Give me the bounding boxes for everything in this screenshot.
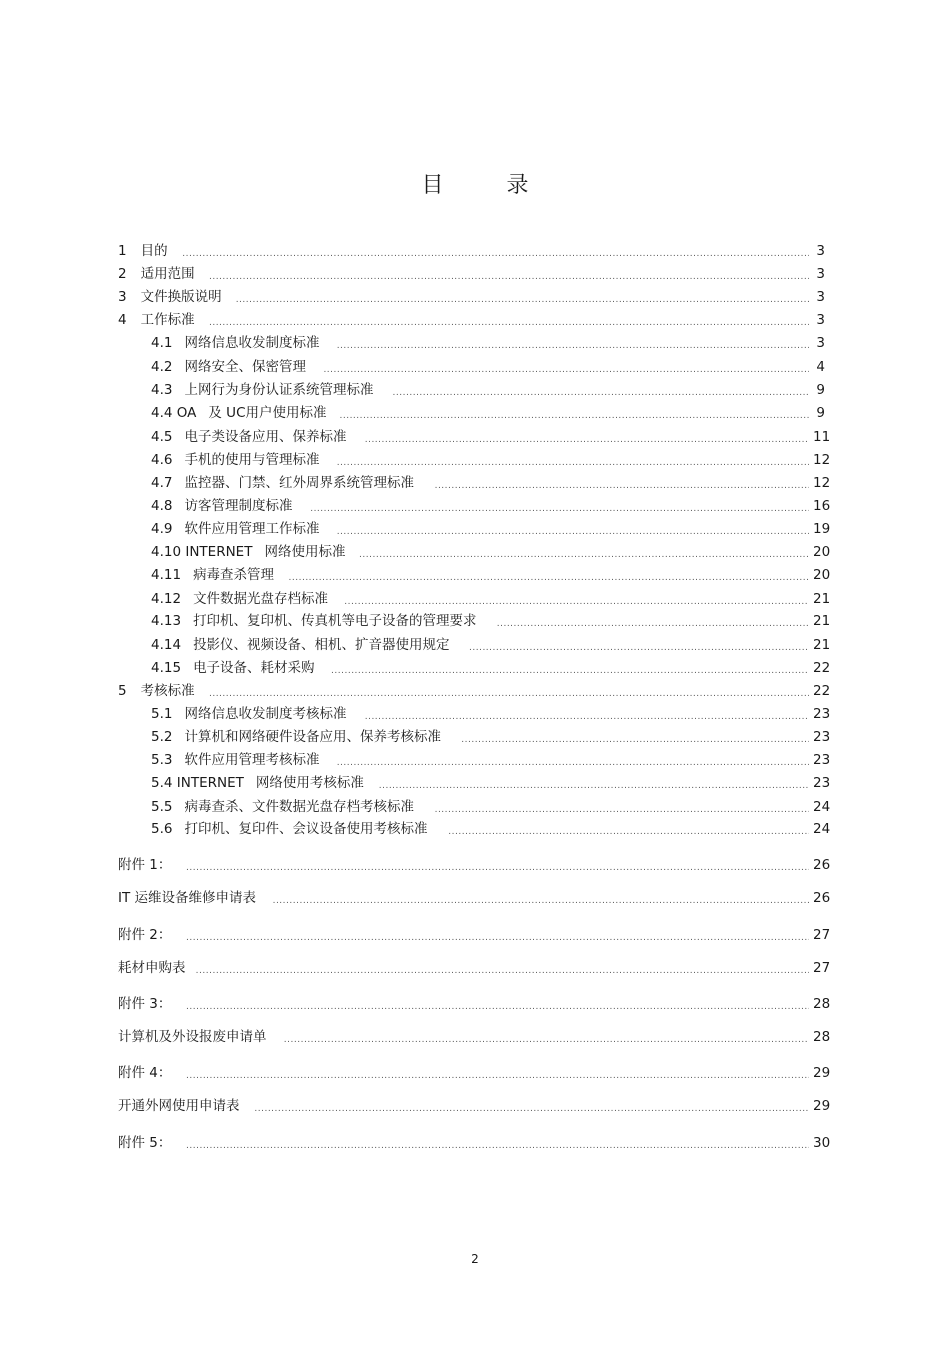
toc-entry-number: 4.5 — [151, 429, 173, 445]
toc-entry-label: 电子类设备应用、保养标准 — [184, 429, 347, 445]
toc-entry[interactable] — [151, 819, 831, 839]
toc-entry-page: 21 — [813, 591, 831, 607]
toc-entry[interactable] — [151, 658, 831, 678]
toc-entry-number: 3 — [118, 289, 127, 305]
toc-entry-number: 4.10 INTERNET — [151, 544, 253, 560]
toc-entry[interactable] — [151, 565, 831, 585]
toc-entry-page: 23 — [813, 775, 831, 791]
toc-entry-label: 病毒查杀、文件数据光盘存档考核标准 — [184, 799, 414, 815]
toc-entry[interactable] — [118, 264, 825, 284]
toc-dot-leader — [186, 1000, 809, 1014]
toc-entry-label: 考核标准 — [140, 683, 195, 699]
toc-dot-leader — [323, 363, 809, 377]
toc-entry-number: 4.8 — [151, 498, 173, 514]
toc-entry[interactable] — [151, 473, 831, 493]
toc-entry[interactable] — [118, 1027, 831, 1047]
page-number: 2 — [471, 1252, 479, 1266]
toc-entry-label: 投影仪、视频设备、相机、扩音器使用规定 — [193, 637, 450, 653]
toc-entry[interactable] — [151, 542, 831, 562]
toc-dot-leader — [448, 825, 809, 839]
toc-entry-page: 21 — [813, 613, 831, 629]
toc-entry-page: 3 — [816, 243, 825, 259]
toc-entry-number: 4.13 — [151, 613, 182, 629]
toc-entry-number: 4 — [118, 312, 127, 328]
toc-entry-page: 30 — [813, 1135, 831, 1151]
toc-entry-number: 4.1 — [151, 335, 173, 351]
toc-entry-label: 网络信息收发制度考核标准 — [184, 706, 347, 722]
toc-entry-label: 监控器、门禁、红外周界系统管理标准 — [184, 475, 414, 491]
toc-entry[interactable] — [151, 727, 831, 747]
toc-entry-label: 附件 5： — [118, 1135, 172, 1151]
toc-entry[interactable] — [118, 1133, 831, 1153]
toc-entry[interactable] — [118, 888, 831, 908]
toc-dot-leader — [393, 386, 809, 400]
toc-entry[interactable] — [151, 773, 831, 793]
toc-dot-leader — [289, 571, 809, 585]
toc-entry-page: 29 — [813, 1098, 831, 1114]
toc-entry-label: IT 运维设备维修申请表 — [118, 890, 257, 906]
toc-entry-number: 4.15 — [151, 660, 182, 676]
toc-entry-number: 5.6 — [151, 821, 173, 837]
toc-entry-number: 4.12 — [151, 591, 182, 607]
toc-dot-leader — [365, 710, 809, 724]
toc-entry[interactable] — [151, 704, 831, 724]
toc-entry-label: 文件换版说明 — [140, 289, 222, 305]
toc-entry-label: 访客管理制度标准 — [184, 498, 293, 514]
toc-entry-number: 4.6 — [151, 452, 173, 468]
toc-entry-label: 计算机及外设报废申请单 — [118, 1029, 267, 1045]
toc-entry-number: 5.4 INTERNET — [151, 775, 244, 791]
toc-entry-page: 3 — [816, 312, 825, 328]
toc-entry-label: 及 UC用户使用标准 — [208, 405, 327, 421]
toc-entry-page: 23 — [813, 752, 831, 768]
toc-entry-label: 附件 3： — [118, 996, 172, 1012]
toc-entry-page: 26 — [813, 890, 831, 906]
toc-entry-page: 20 — [813, 567, 831, 583]
toc-entry-label: 软件应用管理工作标准 — [184, 521, 320, 537]
toc-entry-label: 附件 1： — [118, 857, 172, 873]
toc-entry-page: 4 — [816, 359, 825, 375]
toc-dot-leader — [365, 433, 809, 447]
toc-dot-leader — [344, 595, 809, 609]
toc-entry-number: 4.4 OA — [151, 405, 197, 421]
toc-entry-number: 4.9 — [151, 521, 173, 537]
toc-entry-page: 29 — [813, 1065, 831, 1081]
toc-dot-leader — [339, 409, 809, 423]
toc-entry[interactable] — [151, 519, 831, 539]
toc-entry-number: 4.11 — [151, 567, 182, 583]
toc-entry-page: 22 — [813, 683, 831, 699]
toc-entry-number: 2 — [118, 266, 127, 282]
toc-dot-leader — [337, 339, 809, 353]
toc-entry-label: 打印机、复印机、传真机等电子设备的管理要求 — [193, 613, 477, 629]
toc-entry-page: 9 — [816, 382, 825, 398]
toc-entry-label: 开通外网使用申请表 — [118, 1098, 240, 1114]
toc-entry-page: 22 — [813, 660, 831, 676]
toc-entry-label: 目的 — [140, 243, 168, 259]
toc-dot-leader — [337, 756, 809, 770]
toc-entry-page: 12 — [813, 475, 831, 491]
toc-dot-leader — [435, 479, 809, 493]
toc-dot-leader — [461, 733, 809, 747]
toc-entry[interactable] — [118, 241, 825, 261]
toc-entry-number: 5.1 — [151, 706, 173, 722]
toc-entry-label: 网络使用考核标准 — [255, 775, 364, 791]
toc-entry[interactable] — [118, 958, 831, 978]
toc-dot-leader — [186, 1069, 809, 1083]
toc-entry-page: 19 — [813, 521, 831, 537]
toc-dot-leader — [331, 664, 809, 678]
toc-entry-number: 4.7 — [151, 475, 173, 491]
toc-entry-page: 23 — [813, 706, 831, 722]
toc-entry-number: 4.14 — [151, 637, 182, 653]
toc-dot-leader — [337, 456, 809, 470]
toc-entry-label: 软件应用管理考核标准 — [184, 752, 320, 768]
toc-entry[interactable] — [151, 333, 825, 353]
toc-entry-page: 3 — [816, 335, 825, 351]
toc-entry[interactable] — [151, 611, 831, 631]
toc-entry-page: 27 — [813, 960, 831, 976]
toc-dot-leader — [209, 687, 809, 701]
toc-entry-label: 附件 2： — [118, 927, 172, 943]
toc-entry-label: 上网行为身份认证系统管理标准 — [184, 382, 374, 398]
toc-entry-label: 网络信息收发制度标准 — [184, 335, 320, 351]
toc-entry-label: 打印机、复印件、会议设备使用考核标准 — [184, 821, 428, 837]
toc-entry[interactable] — [151, 750, 831, 770]
toc-dot-leader — [186, 931, 809, 945]
toc-entry-label: 网络安全、保密管理 — [184, 359, 306, 375]
toc-entry[interactable] — [118, 287, 825, 307]
toc-entry-page: 27 — [813, 927, 831, 943]
toc-entry-page: 28 — [813, 1029, 831, 1045]
toc-dot-leader — [469, 641, 809, 655]
toc-entry-number: 4.3 — [151, 382, 173, 398]
toc-dot-leader — [209, 270, 809, 284]
toc-entry-page: 23 — [813, 729, 831, 745]
toc-entry-page: 16 — [813, 498, 831, 514]
toc-entry-label: 附件 4： — [118, 1065, 172, 1081]
toc-entry-number: 4.2 — [151, 359, 173, 375]
toc-entry-page: 24 — [813, 799, 831, 815]
toc-entry[interactable] — [151, 403, 825, 423]
toc-title: 目 录 — [421, 173, 557, 198]
toc-dot-leader — [359, 548, 809, 562]
toc-entry-page: 3 — [816, 289, 825, 305]
toc-entry-number: 5.2 — [151, 729, 173, 745]
toc-entry-label: 计算机和网络硬件设备应用、保养考核标准 — [184, 729, 441, 745]
toc-entry[interactable] — [151, 380, 825, 400]
toc-dot-leader — [284, 1033, 809, 1047]
toc-entry[interactable] — [151, 427, 831, 447]
toc-entry-page: 9 — [816, 405, 825, 421]
toc-entry-label: 工作标准 — [140, 312, 195, 328]
toc-entry[interactable] — [151, 797, 831, 817]
toc-dot-leader — [209, 316, 809, 330]
toc-entry[interactable] — [151, 450, 831, 470]
toc-dot-leader — [273, 894, 809, 908]
toc-entry-page: 3 — [816, 266, 825, 282]
toc-entry[interactable] — [118, 681, 831, 701]
toc-entry[interactable] — [118, 925, 831, 945]
toc-dot-leader — [186, 1139, 809, 1153]
toc-entry-label: 适用范围 — [140, 266, 195, 282]
toc-entry-number: 5.5 — [151, 799, 173, 815]
toc-entry-page: 12 — [813, 452, 831, 468]
toc-entry-page: 28 — [813, 996, 831, 1012]
toc-dot-leader — [435, 803, 809, 817]
toc-entry-page: 21 — [813, 637, 831, 653]
toc-entry[interactable] — [118, 1096, 831, 1116]
toc-dot-leader — [236, 293, 809, 307]
toc-dot-leader — [497, 617, 809, 631]
toc-dot-leader — [182, 247, 809, 261]
toc-entry-label: 手机的使用与管理标准 — [184, 452, 320, 468]
toc-entry-page: 24 — [813, 821, 831, 837]
toc-dot-leader — [310, 502, 809, 516]
toc-entry-page: 26 — [813, 857, 831, 873]
toc-entry-page: 11 — [813, 429, 831, 445]
toc-entry-label: 文件数据光盘存档标准 — [193, 591, 329, 607]
toc-entry-label: 耗材申购表 — [118, 960, 186, 976]
toc-entry-page: 20 — [813, 544, 831, 560]
toc-entry[interactable] — [151, 589, 831, 609]
toc-dot-leader — [379, 779, 809, 793]
toc-entry-number: 1 — [118, 243, 127, 259]
toc-entry-label: 电子设备、耗材采购 — [193, 660, 315, 676]
toc-dot-leader — [254, 1102, 809, 1116]
toc-dot-leader — [186, 861, 809, 875]
toc-entry-label: 网络使用标准 — [264, 544, 346, 560]
toc-entry[interactable] — [118, 310, 825, 330]
toc-entry[interactable] — [151, 496, 831, 516]
toc-entry[interactable] — [118, 1063, 831, 1083]
toc-dot-leader — [196, 964, 809, 978]
toc-entry-number: 5 — [118, 683, 127, 699]
toc-entry-number: 5.3 — [151, 752, 173, 768]
toc-entry-label: 病毒查杀管理 — [193, 567, 275, 583]
toc-entry[interactable] — [151, 357, 825, 377]
toc-dot-leader — [337, 525, 809, 539]
toc-entry[interactable] — [151, 635, 831, 655]
toc-entry[interactable] — [118, 994, 831, 1014]
toc-entry[interactable] — [118, 855, 831, 875]
